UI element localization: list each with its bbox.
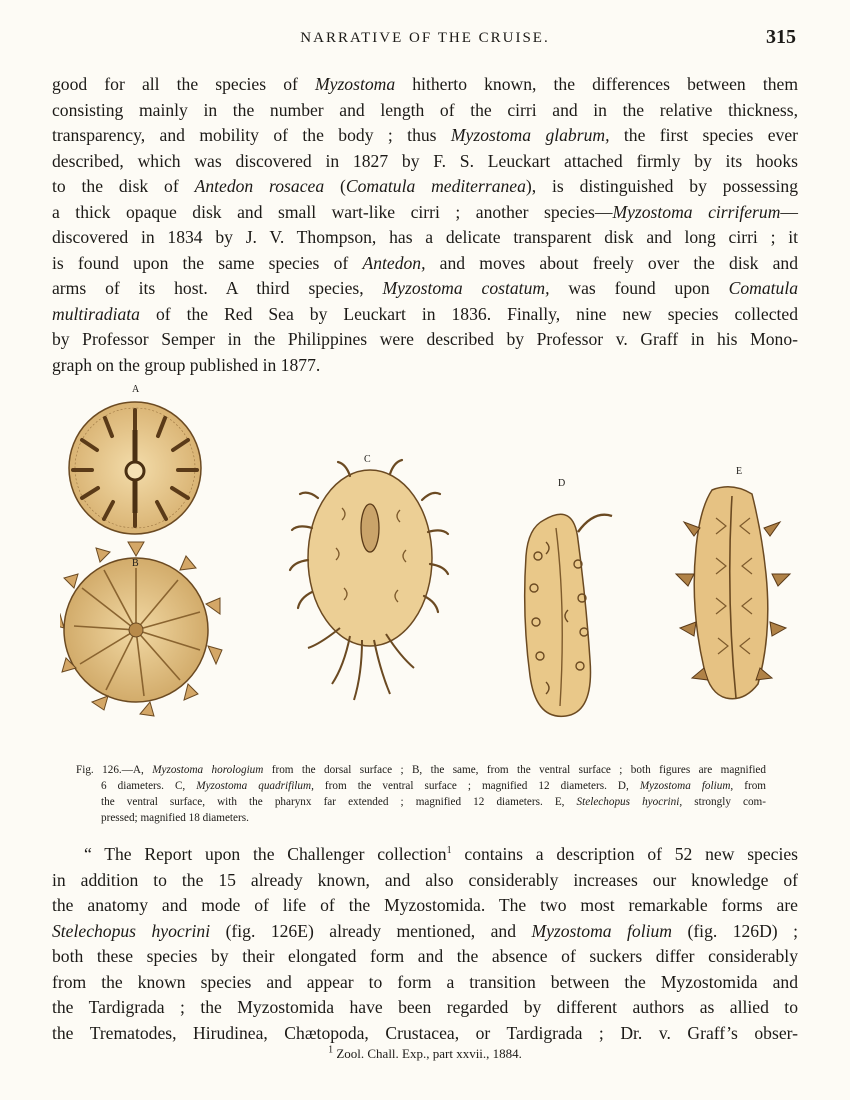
text-line: the Tardigrada ; the Myzostomida have been regarded by different authors as allied to bbox=[52, 997, 798, 1017]
figure-label-d: D bbox=[558, 478, 566, 489]
specimen-c-drawing bbox=[290, 460, 448, 700]
caption-line: 6 diameters. C, Myzostoma quadrifilum, from the ventral surface ; magnified 12 diameters. D, Myzostoma folium, from bbox=[101, 780, 767, 792]
text-line: graph on the group published in 1877. bbox=[52, 354, 321, 375]
figure-label-a: A bbox=[132, 384, 140, 395]
footnote-marker: 1 bbox=[328, 1044, 334, 1056]
specimen-e-drawing bbox=[676, 487, 790, 699]
figure-126 bbox=[60, 378, 810, 758]
footnote bbox=[0, 1046, 850, 1062]
text-line: multiradiata of the Red Sea by Leuckart in 1836. Finally, nine new species collected bbox=[52, 303, 798, 324]
footnote-ref: 1 bbox=[446, 845, 452, 857]
figure-label-e: E bbox=[736, 466, 743, 477]
text-line: is found upon the same species of Antedon, and moves about freely over the disk and bbox=[52, 252, 798, 273]
text-line: good for all the species of Myzostoma hitherto known, the differences between them bbox=[52, 74, 798, 94]
page-header bbox=[0, 26, 850, 56]
text-line: a thick opaque disk and small wart-like cirri ; another species—Myzostoma cirriferum— bbox=[52, 201, 798, 222]
text-line: the Trematodes, Hirudinea, Chætopoda, Crustacea, or Tardigrada ; Dr. v. Graff’s obser- bbox=[52, 1022, 798, 1043]
text-line: “ The Report upon the Challenger collection$^1$ contains a description of 52 new species bbox=[84, 844, 798, 864]
text-line: Stelechopus hyocrini (fig. 126E) already mentioned, and Myzostoma folium (fig. 126D) ; bbox=[52, 920, 799, 941]
text-line: discovered in 1834 by J. V. Thompson, has a delicate transparent disk and long cirri ; it bbox=[52, 227, 798, 247]
page-number: 315 bbox=[766, 26, 796, 48]
specimen-b-drawing bbox=[60, 542, 222, 716]
specimen-d-drawing bbox=[525, 514, 612, 716]
figure-label-b: B bbox=[132, 558, 139, 569]
running-head: NARRATIVE OF THE CRUISE. bbox=[300, 30, 550, 46]
figure-illustration bbox=[60, 378, 810, 758]
text-line: by Professor Semper in the Philippines were described by Professor v. Graff in his Mono- bbox=[52, 329, 798, 349]
caption-line: pressed; magnified 18 diameters. bbox=[101, 812, 249, 824]
caption-line: Fig. 126.—A, Myzostoma horologium from the dorsal surface ; B, the same, from the ventral surface ; both figures are magnified bbox=[76, 764, 766, 776]
text-line: to the disk of Antedon rosacea (Comatula mediterranea), is distinguished by possessing bbox=[52, 176, 798, 196]
paragraph-1 bbox=[52, 72, 798, 378]
text-line: described, which was discovered in 1827 by F. S. Leuckart attached firmly by its hooks bbox=[52, 150, 798, 171]
caption-line: the ventral surface, with the pharynx far extended ; magnified 12 diameters. E, Stelechopus hyocrini, strongly com- bbox=[101, 796, 766, 808]
text-line: transparency, and mobility of the body ; thus Myzostoma glabrum, the first species ever bbox=[52, 125, 798, 145]
text-line: the anatomy and mode of life of the Myzostomida. The two most remarkable forms are bbox=[52, 895, 798, 915]
figure-label-c: C bbox=[364, 454, 371, 465]
text-line: arms of its host. A third species, Myzostoma costatum, was found upon Comatula bbox=[52, 278, 798, 298]
figure-caption bbox=[76, 762, 766, 826]
text-line: in addition to the 15 already known, and also considerably increases our knowledge of bbox=[52, 869, 798, 890]
footnote-text: Zool. Chall. Exp., part xxvii., 1884. bbox=[333, 1046, 522, 1061]
text-line: from the known species and appear to form a transition between the Myzostomida and bbox=[52, 971, 798, 992]
text-line: consisting mainly in the number and length of the cirri and in the relative thickness, bbox=[52, 99, 798, 120]
text-line: both these species by their elongated form and the absence of suckers differ considerably bbox=[52, 946, 798, 966]
paragraph-2 bbox=[52, 842, 798, 1046]
specimen-a-drawing bbox=[69, 402, 201, 534]
